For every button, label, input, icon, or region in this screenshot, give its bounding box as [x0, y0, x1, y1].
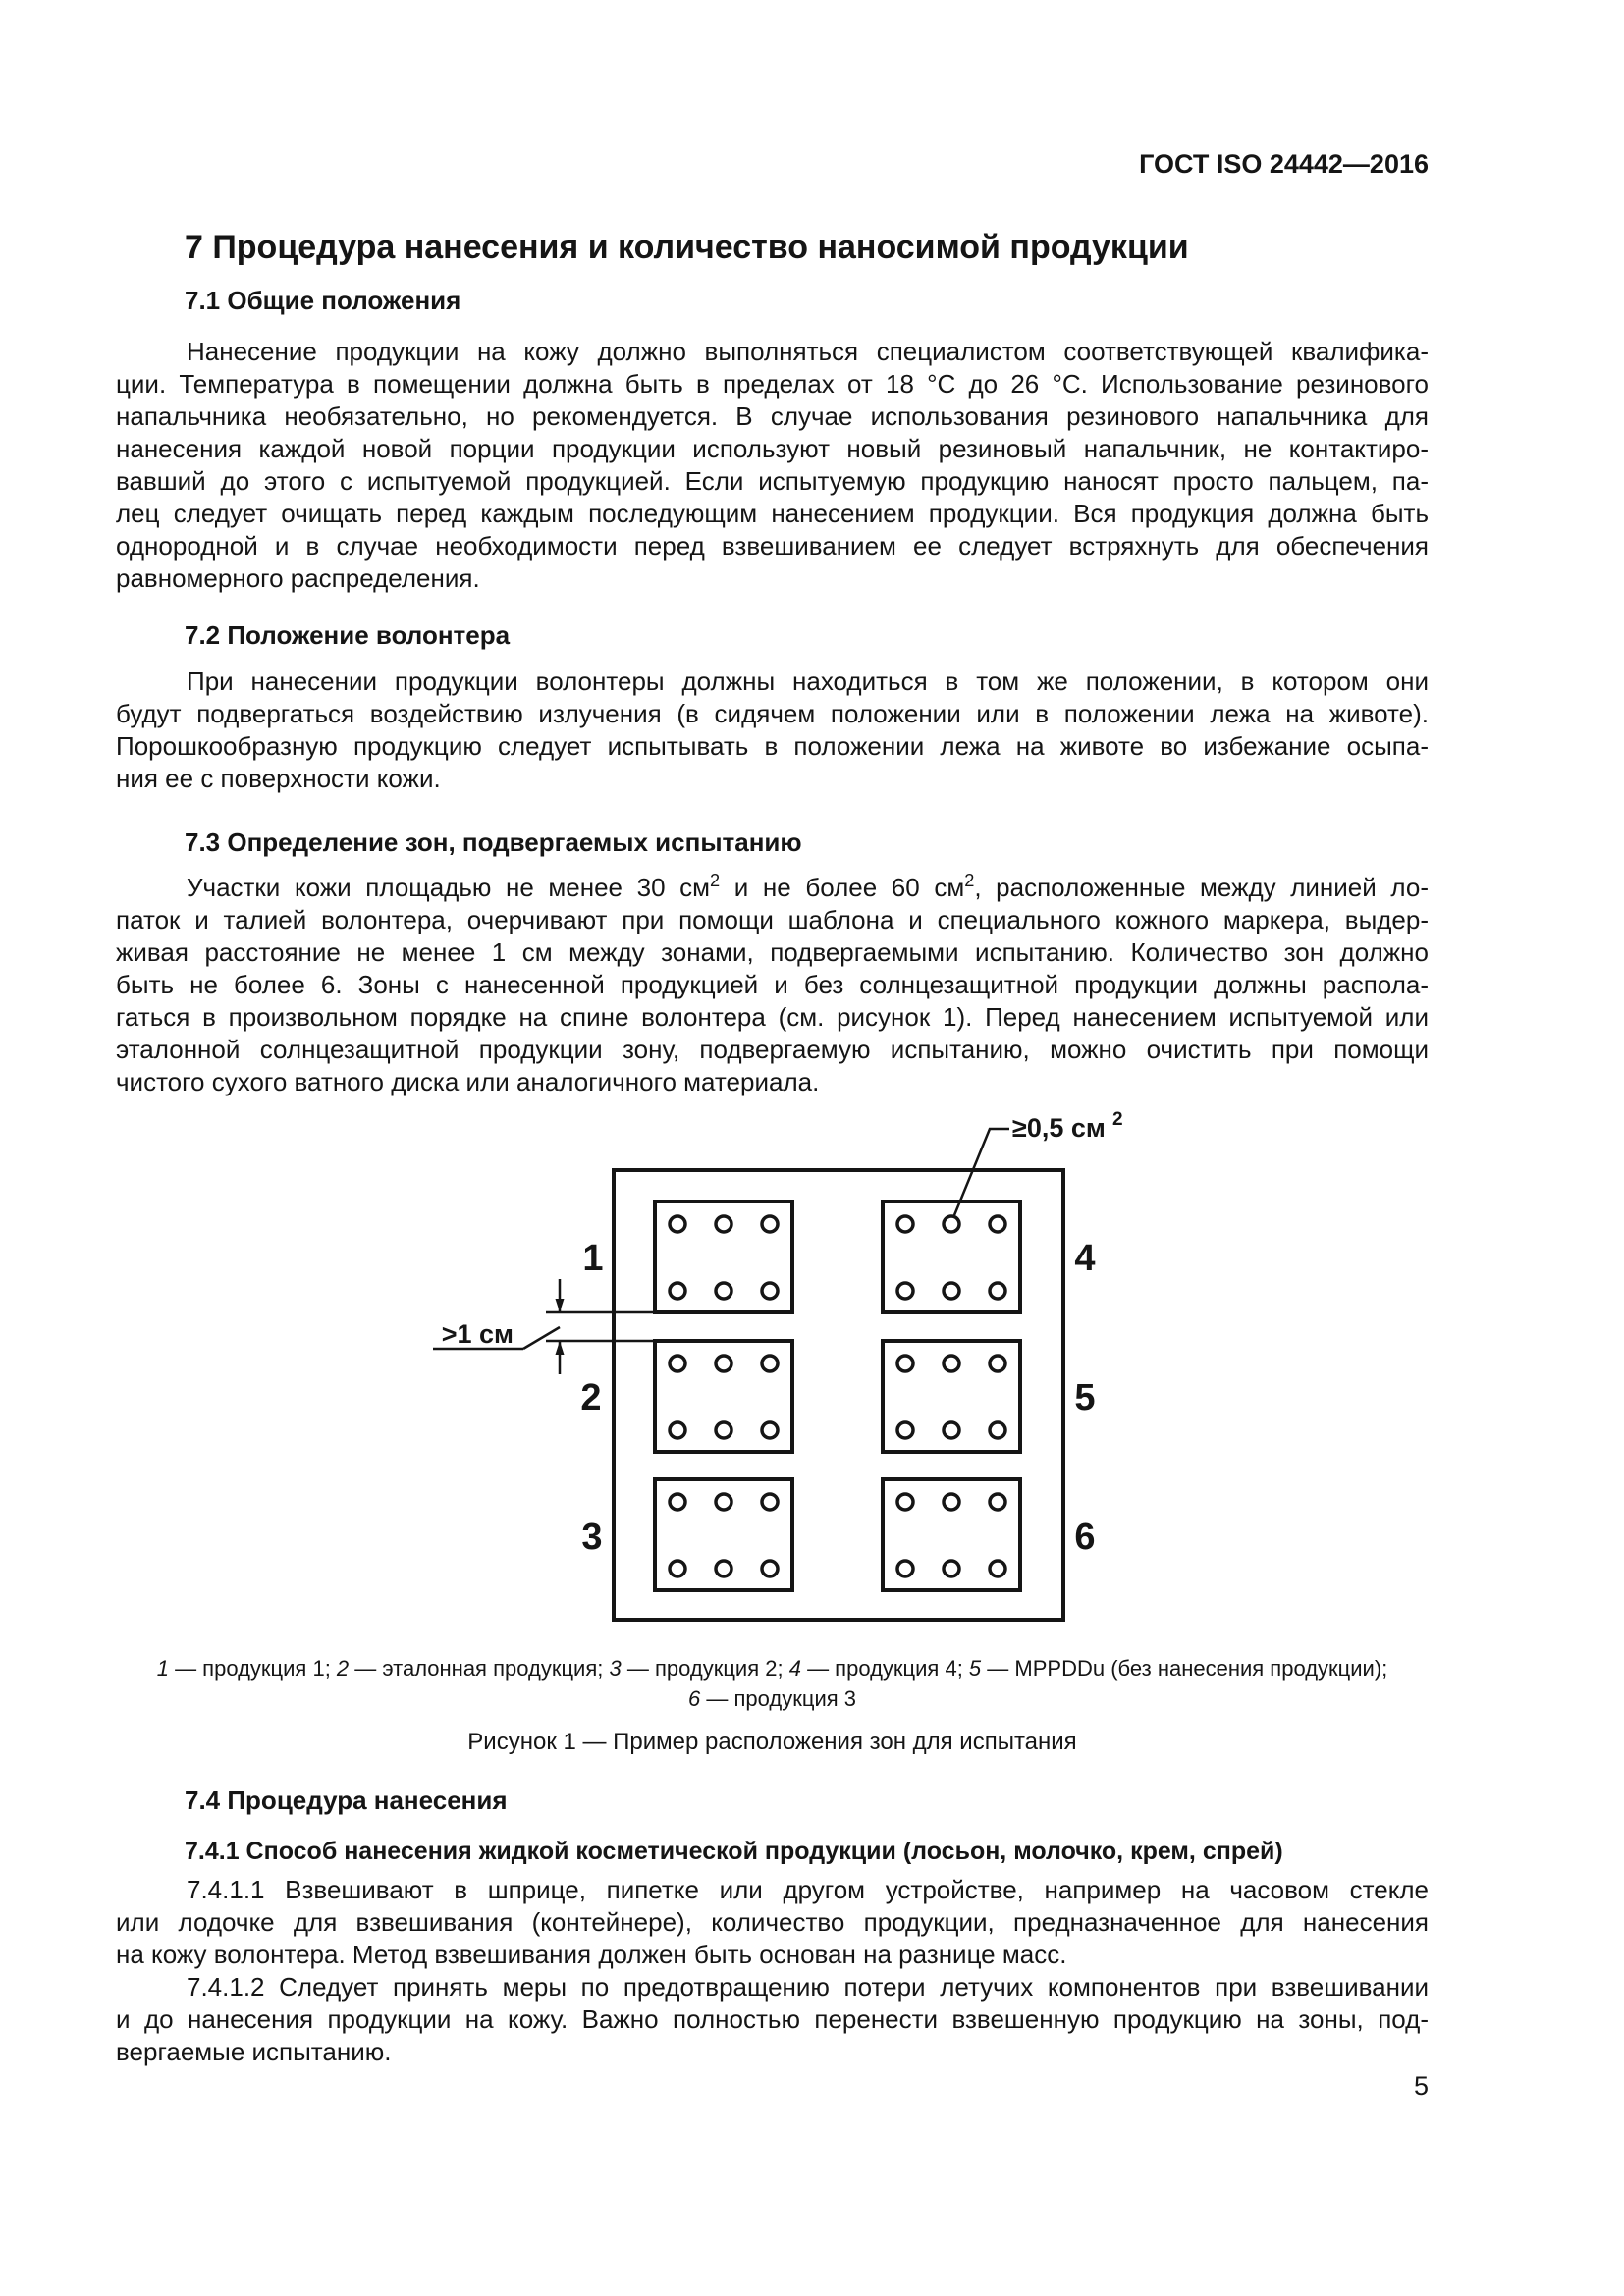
application-point: [716, 1283, 731, 1299]
application-point: [897, 1283, 913, 1299]
zone-label-3: 3: [581, 1517, 603, 1558]
section-7-2-paragraph: [116, 666, 1429, 795]
zone-label-5: 5: [1074, 1377, 1096, 1418]
text-line: на кожу волонтера. Метод взвешивания должен быть основан на разнице масс.: [116, 1940, 1067, 1969]
section-7-3-paragraph: [116, 872, 1429, 1098]
legend-key-number: 6: [688, 1686, 701, 1711]
application-point: [897, 1422, 913, 1438]
legend-key-number: 1: [156, 1656, 169, 1681]
application-point: [716, 1216, 731, 1232]
application-point: [897, 1216, 913, 1232]
application-point: [897, 1494, 913, 1510]
application-point: [990, 1356, 1005, 1371]
application-point: [716, 1422, 731, 1438]
figure-legend-line-2: [116, 1683, 1429, 1714]
application-point: [944, 1561, 959, 1576]
text-line: равномерного распределения.: [116, 563, 480, 593]
application-point: [762, 1356, 778, 1371]
application-point: [762, 1494, 778, 1510]
application-point: [944, 1356, 959, 1371]
page-header-doc-code: ГОСТ ISO 24442—2016: [1139, 149, 1429, 179]
text-segment: — эталонная продукция;: [349, 1656, 610, 1681]
application-point: [897, 1561, 913, 1576]
application-point: [762, 1422, 778, 1438]
figure-legend: [116, 1653, 1429, 1714]
superscript: 2: [964, 871, 975, 890]
area-note-label: ≥0,5 см: [1012, 1113, 1106, 1143]
text-line: однородной и в случае необходимости перед взвешиванием ее следует встряхнуть для обеспечения: [116, 531, 1429, 561]
text-line: эталонной солнцезащитной продукции зону, подвергаемую испытанию, можно очистить при помощи: [116, 1035, 1429, 1064]
application-point: [990, 1561, 1005, 1576]
gap-note-label: >1 см: [441, 1319, 514, 1349]
application-point: [990, 1422, 1005, 1438]
text-line: [116, 872, 1429, 904]
application-point: [944, 1422, 959, 1438]
application-point: [670, 1561, 685, 1576]
legend-key-number: 2: [336, 1656, 350, 1681]
application-point: [716, 1561, 731, 1576]
text-line: нанесения каждой новой порции продукции используют новый резиновый напальчник, не контактиро-: [116, 434, 1429, 463]
application-point: [670, 1216, 685, 1232]
text-line: Порошкообразную продукцию следует испытывать в положении лежа на животе во избежание осыпа-: [116, 731, 1429, 761]
text-line: напальчника необязательно, но рекомендуется. В случае использования резинового напальчника для: [116, 401, 1429, 431]
application-point: [716, 1494, 731, 1510]
application-point: [944, 1216, 959, 1232]
text-segment: — продукция 2;: [621, 1656, 789, 1681]
text-line: ции. Температура в помещении должна быть в пределах от 18 °С до 26 °С. Использование резинового: [116, 369, 1429, 399]
application-point: [716, 1356, 731, 1371]
zone-label-1: 1: [582, 1238, 604, 1279]
clause-7-4-1-2-paragraph: [116, 1971, 1429, 2068]
text-line: Нанесение продукции на кожу должно выполняться специалистом соответствующей квалифика-: [187, 337, 1429, 366]
text-segment: Участки кожи площадью не менее 30 см: [187, 873, 711, 902]
application-point: [944, 1283, 959, 1299]
gap-note-leader: [523, 1327, 560, 1349]
text-segment: — продукция 4;: [800, 1656, 969, 1681]
legend-key-number: 5: [968, 1656, 982, 1681]
test-area-outline: [614, 1170, 1063, 1620]
application-point: [944, 1494, 959, 1510]
application-point: [670, 1356, 685, 1371]
superscript: 2: [710, 871, 721, 890]
text-line: и до нанесения продукции на кожу. Важно полностью перенести взвешенную продукцию на зоны, под-: [116, 2004, 1429, 2034]
section-7-2-heading: 7.2 Положение волонтера: [185, 620, 511, 650]
text-line: живая расстояние не менее 1 см между зонами, подвергаемыми испытанию. Количество зон должно: [116, 937, 1429, 967]
gap-arrow-down: [556, 1299, 565, 1312]
application-point: [670, 1283, 685, 1299]
application-point: [762, 1216, 778, 1232]
application-point: [670, 1422, 685, 1438]
section-7-4-heading: 7.4 Процедура нанесения: [185, 1786, 508, 1815]
text-line: 7.4.1.2 Следует принять меры по предотвращению потери летучих компонентов при взвешивании: [187, 1972, 1429, 2002]
figure-zone-layout-diagram: [373, 1097, 1198, 1631]
section-7-4-1-heading: 7.4.1 Способ нанесения жидкой косметической продукции (лосьон, молочко, крем, спрей): [185, 1838, 1283, 1865]
text-line: вергаемые испытанию.: [116, 2037, 392, 2066]
text-segment: — MPPDDu (без нанесения продукции);: [981, 1656, 1388, 1681]
text-line: 7.4.1.1 Взвешивают в шприце, пипетке или другом устройстве, например на часовом стекле: [187, 1875, 1429, 1904]
text-segment: и не более 60 см: [720, 873, 965, 902]
text-line: вавший до этого с испытуемой продукцией. Если испытуемую продукцию наносят просто пальцем, па-: [116, 466, 1429, 496]
section-7-1-heading: 7.1 Общие положения: [185, 286, 461, 315]
application-point: [762, 1283, 778, 1299]
text-line: гаться в произвольном порядке на спине волонтера (см. рисунок 1). Перед нанесением испытуемой или: [116, 1002, 1429, 1032]
application-point: [897, 1356, 913, 1371]
text-line: будут подвергаться воздействию излучения (в сидячем положении или в положении лежа на животе).: [116, 699, 1429, 728]
clause-7-4-1-1-paragraph: [116, 1874, 1429, 1971]
text-line: ния ее с поверхности кожи.: [116, 764, 441, 793]
text-line: быть не более 6. Зоны с нанесенной продукцией и без солнцезащитной продукции должны распола-: [116, 970, 1429, 999]
figure-caption: Рисунок 1 — Пример расположения зон для испытания: [467, 1729, 1077, 1755]
application-point: [990, 1283, 1005, 1299]
text-line: или лодочке для взвешивания (контейнере), количество продукции, предназначенное для нанесения: [116, 1907, 1429, 1937]
text-line: лец следует очищать перед каждым последующим нанесением продукции. Вся продукция должна быть: [116, 499, 1429, 528]
text-line: паток и талией волонтера, очерчивают при помощи шаблона и специального кожного маркера, выдер-: [116, 905, 1429, 934]
text-line: При нанесении продукции волонтеры должны находиться в том же положении, в котором они: [187, 667, 1429, 696]
zone-label-6: 6: [1074, 1517, 1096, 1558]
legend-key-number: 3: [609, 1656, 622, 1681]
text-segment: — продукция 3: [700, 1686, 856, 1711]
legend-key-number: 4: [788, 1656, 801, 1681]
area-note-superscript: 2: [1112, 1109, 1123, 1130]
zone-label-4: 4: [1074, 1238, 1096, 1279]
text-line: чистого сухого ватного диска или аналогичного материала.: [116, 1067, 820, 1096]
application-point: [990, 1494, 1005, 1510]
application-point: [990, 1216, 1005, 1232]
figure-legend-line-1: [116, 1653, 1429, 1683]
section-7-heading: 7 Процедура нанесения и количество наносимой продукции: [185, 229, 1189, 266]
application-point: [762, 1561, 778, 1576]
application-point: [670, 1494, 685, 1510]
text-segment: , расположенные между линией ло-: [974, 873, 1429, 902]
section-7-3-heading: 7.3 Определение зон, подвергаемых испытанию: [185, 828, 802, 857]
section-7-1-paragraph: [116, 336, 1429, 595]
page-number: 5: [1413, 2071, 1429, 2101]
gap-arrow-up: [556, 1341, 565, 1355]
zone-label-2: 2: [580, 1377, 602, 1418]
text-segment: — продукция 1;: [168, 1656, 337, 1681]
